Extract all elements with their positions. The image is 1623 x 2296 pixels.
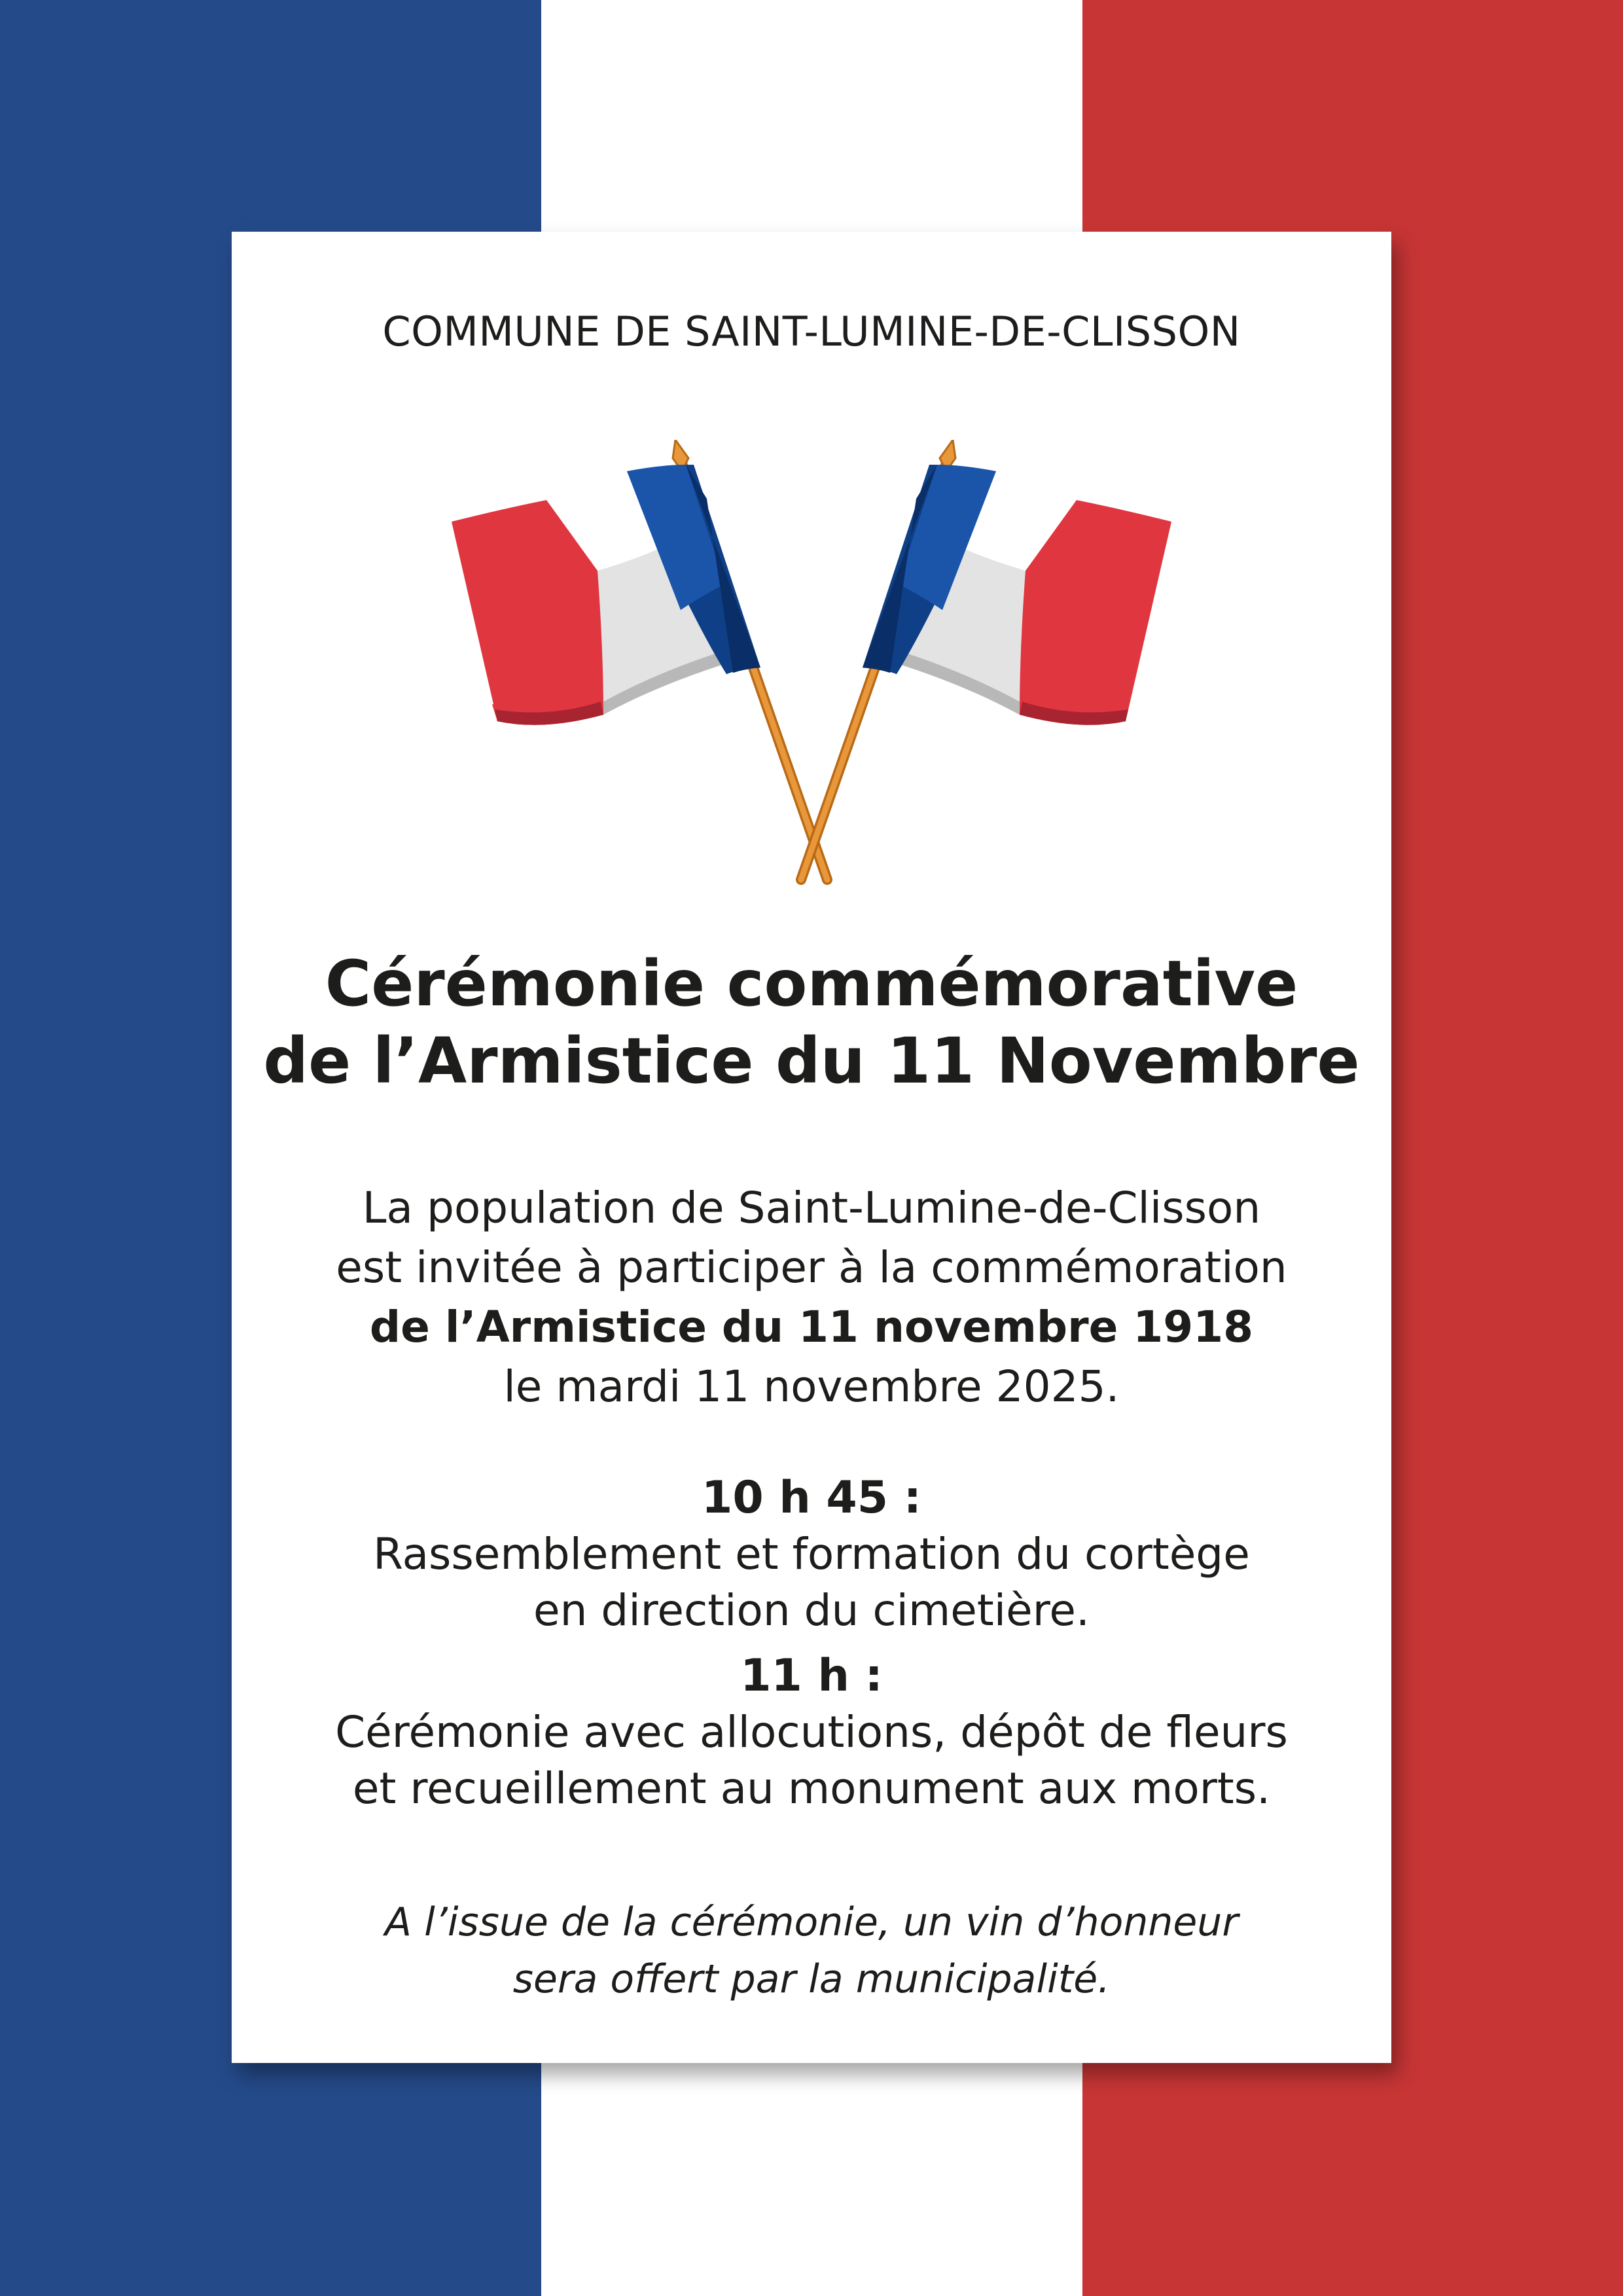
- left-flag: [452, 465, 760, 725]
- schedule-time: 11 h :: [740, 1650, 883, 1702]
- closing-note: [232, 1894, 1391, 2008]
- schedule-spacer: [232, 1639, 1391, 1648]
- intro-line-1: La population de Saint-Lumine-de-Clisson: [362, 1183, 1261, 1233]
- poster-card: [232, 232, 1391, 2063]
- right-flag: [863, 465, 1171, 725]
- intro-line-3: de l’Armistice du 11 novembre 1918: [369, 1302, 1254, 1352]
- invitation-text: [232, 1178, 1391, 1416]
- intro-line-2: est invitée à participer à la commémoration: [336, 1242, 1287, 1293]
- closing-line-2: sera offert par la municipalité.: [512, 1956, 1111, 2002]
- schedule-description-line: Rassemblement et formation du cortège: [373, 1529, 1250, 1579]
- schedule-time: 10 h 45 :: [702, 1472, 921, 1524]
- schedule-description-line: Cérémonie avec allocutions, dépôt de fleurs: [335, 1707, 1288, 1757]
- schedule-item: [232, 1470, 1391, 1639]
- schedule-description-line: en direction du cimetière.: [533, 1585, 1090, 1636]
- closing-line-1: A l’issue de la cérémonie, un vin d’honneur: [384, 1899, 1238, 1945]
- title-line-1: Cérémonie commémorative: [325, 947, 1298, 1020]
- crossed-french-flags-icon: [452, 440, 1171, 898]
- title-line-2: de l’Armistice du 11 Novembre: [263, 1024, 1360, 1098]
- schedule-item: [232, 1648, 1391, 1817]
- intro-line-4: le mardi 11 novembre 2025.: [503, 1361, 1120, 1412]
- schedule: [232, 1470, 1391, 1817]
- ceremony-title: [232, 945, 1391, 1100]
- schedule-description-line: et recueillement au monument aux morts.: [352, 1763, 1271, 1814]
- commune-name: COMMUNE DE SAINT-LUMINE-DE-CLISSON: [382, 308, 1241, 355]
